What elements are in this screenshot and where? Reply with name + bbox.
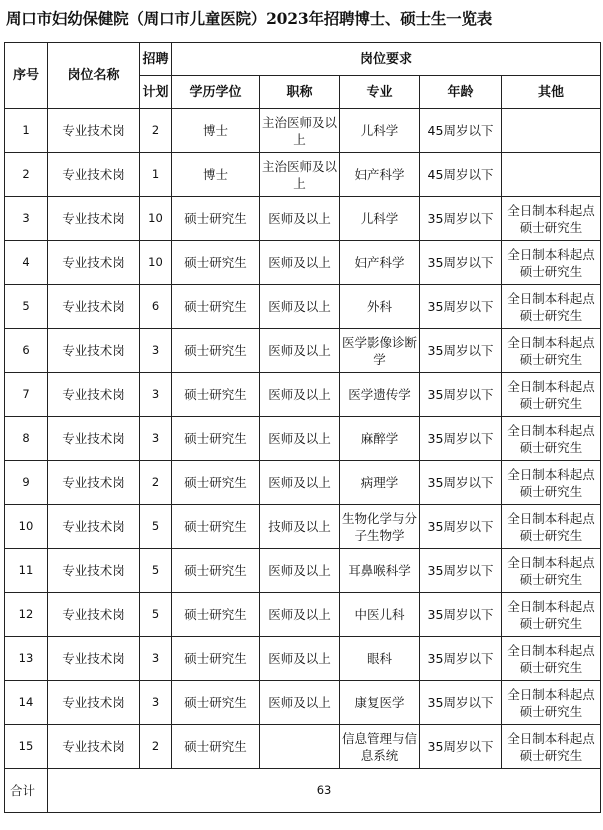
cell-age: 45周岁以下	[420, 153, 502, 197]
table-row	[5, 417, 601, 461]
cell-education: 硕士研究生	[172, 549, 260, 593]
cell-age: 35周岁以下	[420, 417, 502, 461]
cell-plan: 5	[140, 549, 172, 593]
header-requirements: 岗位要求	[172, 43, 601, 76]
header-recruit-bottom: 计划	[140, 76, 172, 109]
cell-age: 35周岁以下	[420, 241, 502, 285]
cell-other: 全日制本科起点硕士研究生	[502, 637, 601, 681]
cell-other: 全日制本科起点硕士研究生	[502, 593, 601, 637]
cell-position: 专业技术岗	[48, 109, 140, 153]
cell-education: 硕士研究生	[172, 593, 260, 637]
header-row-1	[5, 43, 601, 76]
cell-major: 信息管理与信息系统	[340, 725, 420, 769]
cell-position: 专业技术岗	[48, 637, 140, 681]
cell-age: 45周岁以下	[420, 109, 502, 153]
cell-title: 主治医师及以上	[260, 109, 340, 153]
table-row	[5, 549, 601, 593]
cell-position: 专业技术岗	[48, 285, 140, 329]
cell-education: 硕士研究生	[172, 505, 260, 549]
cell-seq: 1	[5, 109, 48, 153]
cell-major: 康复医学	[340, 681, 420, 725]
recruitment-table	[4, 42, 601, 813]
total-label: 合计	[5, 769, 48, 813]
cell-other: 全日制本科起点硕士研究生	[502, 373, 601, 417]
cell-other: 全日制本科起点硕士研究生	[502, 329, 601, 373]
cell-plan: 3	[140, 417, 172, 461]
cell-other: 全日制本科起点硕士研究生	[502, 417, 601, 461]
cell-position: 专业技术岗	[48, 241, 140, 285]
header-title: 职称	[260, 76, 340, 109]
cell-other: 全日制本科起点硕士研究生	[502, 461, 601, 505]
cell-other: 全日制本科起点硕士研究生	[502, 241, 601, 285]
cell-seq: 12	[5, 593, 48, 637]
cell-position: 专业技术岗	[48, 417, 140, 461]
cell-plan: 3	[140, 329, 172, 373]
cell-major: 外科	[340, 285, 420, 329]
cell-other: 全日制本科起点硕士研究生	[502, 197, 601, 241]
table-body	[5, 109, 601, 769]
cell-major: 耳鼻喉科学	[340, 549, 420, 593]
cell-title: 医师及以上	[260, 417, 340, 461]
cell-position: 专业技术岗	[48, 505, 140, 549]
cell-age: 35周岁以下	[420, 329, 502, 373]
cell-seq: 13	[5, 637, 48, 681]
table-row	[5, 637, 601, 681]
cell-education: 硕士研究生	[172, 637, 260, 681]
cell-seq: 6	[5, 329, 48, 373]
cell-other: 全日制本科起点硕士研究生	[502, 681, 601, 725]
table-row	[5, 725, 601, 769]
cell-plan: 3	[140, 681, 172, 725]
cell-other: 全日制本科起点硕士研究生	[502, 725, 601, 769]
cell-major: 医学遗传学	[340, 373, 420, 417]
cell-seq: 2	[5, 153, 48, 197]
table-row	[5, 461, 601, 505]
cell-seq: 7	[5, 373, 48, 417]
header-seq: 序号	[5, 43, 48, 109]
cell-education: 硕士研究生	[172, 285, 260, 329]
cell-title: 医师及以上	[260, 549, 340, 593]
cell-age: 35周岁以下	[420, 505, 502, 549]
cell-major: 儿科学	[340, 197, 420, 241]
header-age: 年龄	[420, 76, 502, 109]
cell-plan: 2	[140, 725, 172, 769]
cell-plan: 1	[140, 153, 172, 197]
header-other: 其他	[502, 76, 601, 109]
cell-plan: 10	[140, 197, 172, 241]
cell-position: 专业技术岗	[48, 153, 140, 197]
cell-major: 病理学	[340, 461, 420, 505]
cell-other	[502, 153, 601, 197]
cell-position: 专业技术岗	[48, 725, 140, 769]
cell-other: 全日制本科起点硕士研究生	[502, 285, 601, 329]
header-recruit-top: 招聘	[140, 43, 172, 76]
cell-age: 35周岁以下	[420, 373, 502, 417]
cell-education: 博士	[172, 109, 260, 153]
table-row	[5, 505, 601, 549]
cell-education: 硕士研究生	[172, 373, 260, 417]
cell-major: 医学影像诊断学	[340, 329, 420, 373]
cell-education: 硕士研究生	[172, 197, 260, 241]
cell-title: 医师及以上	[260, 637, 340, 681]
cell-age: 35周岁以下	[420, 593, 502, 637]
cell-age: 35周岁以下	[420, 637, 502, 681]
cell-education: 硕士研究生	[172, 725, 260, 769]
cell-other: 全日制本科起点硕士研究生	[502, 505, 601, 549]
cell-major: 妇产科学	[340, 153, 420, 197]
page-title: 周口市妇幼保健院（周口市儿童医院）2023年招聘博士、硕士生一览表	[6, 9, 493, 28]
header-education: 学历学位	[172, 76, 260, 109]
cell-seq: 5	[5, 285, 48, 329]
cell-seq: 3	[5, 197, 48, 241]
cell-plan: 2	[140, 109, 172, 153]
cell-major: 中医儿科	[340, 593, 420, 637]
cell-seq: 8	[5, 417, 48, 461]
cell-education: 硕士研究生	[172, 329, 260, 373]
cell-position: 专业技术岗	[48, 681, 140, 725]
table-row	[5, 593, 601, 637]
cell-education: 硕士研究生	[172, 417, 260, 461]
cell-major: 眼科	[340, 637, 420, 681]
cell-plan: 5	[140, 505, 172, 549]
table-row	[5, 329, 601, 373]
cell-age: 35周岁以下	[420, 681, 502, 725]
cell-title: 医师及以上	[260, 285, 340, 329]
table-row	[5, 373, 601, 417]
cell-seq: 15	[5, 725, 48, 769]
cell-position: 专业技术岗	[48, 593, 140, 637]
cell-major: 妇产科学	[340, 241, 420, 285]
cell-education: 硕士研究生	[172, 461, 260, 505]
cell-title	[260, 725, 340, 769]
cell-seq: 14	[5, 681, 48, 725]
cell-position: 专业技术岗	[48, 549, 140, 593]
cell-education: 硕士研究生	[172, 681, 260, 725]
cell-education: 博士	[172, 153, 260, 197]
cell-plan: 2	[140, 461, 172, 505]
cell-plan: 3	[140, 373, 172, 417]
cell-title: 医师及以上	[260, 241, 340, 285]
cell-age: 35周岁以下	[420, 197, 502, 241]
cell-title: 技师及以上	[260, 505, 340, 549]
cell-seq: 11	[5, 549, 48, 593]
cell-age: 35周岁以下	[420, 549, 502, 593]
cell-position: 专业技术岗	[48, 329, 140, 373]
cell-plan: 3	[140, 637, 172, 681]
table-row	[5, 109, 601, 153]
cell-age: 35周岁以下	[420, 461, 502, 505]
table-row	[5, 197, 601, 241]
table-row	[5, 681, 601, 725]
cell-position: 专业技术岗	[48, 373, 140, 417]
cell-position: 专业技术岗	[48, 197, 140, 241]
cell-plan: 5	[140, 593, 172, 637]
cell-seq: 4	[5, 241, 48, 285]
cell-age: 35周岁以下	[420, 725, 502, 769]
cell-plan: 6	[140, 285, 172, 329]
cell-education: 硕士研究生	[172, 241, 260, 285]
cell-title: 医师及以上	[260, 461, 340, 505]
total-row	[5, 769, 601, 813]
header-position: 岗位名称	[48, 43, 140, 109]
cell-other: 全日制本科起点硕士研究生	[502, 549, 601, 593]
cell-title: 医师及以上	[260, 373, 340, 417]
cell-major: 生物化学与分子生物学	[340, 505, 420, 549]
cell-title: 医师及以上	[260, 681, 340, 725]
table-row	[5, 153, 601, 197]
cell-position: 专业技术岗	[48, 461, 140, 505]
table-row	[5, 285, 601, 329]
cell-seq: 9	[5, 461, 48, 505]
cell-title: 医师及以上	[260, 329, 340, 373]
cell-title: 主治医师及以上	[260, 153, 340, 197]
cell-age: 35周岁以下	[420, 285, 502, 329]
cell-major: 儿科学	[340, 109, 420, 153]
cell-title: 医师及以上	[260, 197, 340, 241]
cell-major: 麻醉学	[340, 417, 420, 461]
cell-seq: 10	[5, 505, 48, 549]
cell-title: 医师及以上	[260, 593, 340, 637]
cell-plan: 10	[140, 241, 172, 285]
total-value: 63	[48, 769, 601, 813]
cell-other	[502, 109, 601, 153]
header-major: 专业	[340, 76, 420, 109]
table-row	[5, 241, 601, 285]
